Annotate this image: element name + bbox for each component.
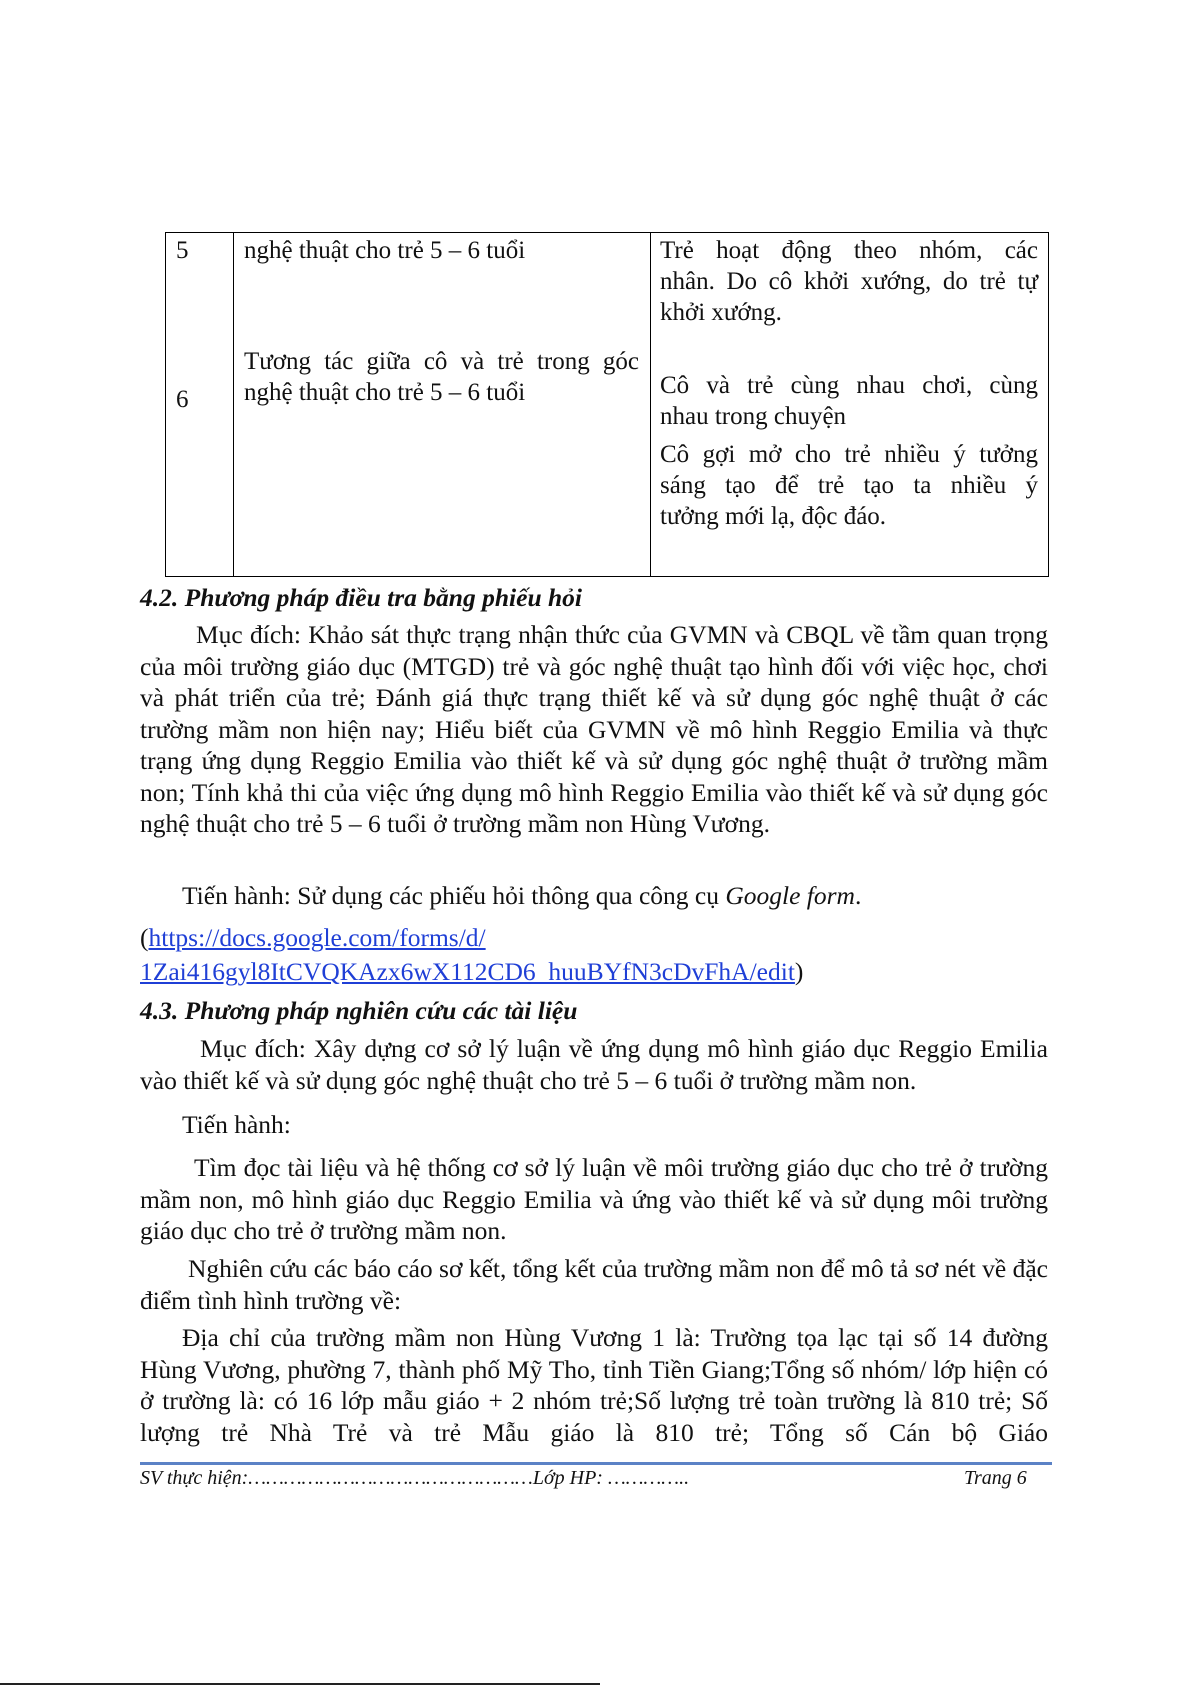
- row-6-desc-line: Cô gợi mở cho trẻ nhiều ý tưởng: [660, 441, 1038, 468]
- row-6-index: 6: [176, 386, 189, 413]
- row-5-index: 5: [176, 237, 189, 264]
- column-divider: [233, 233, 234, 576]
- row-6-desc-line: tưởng mới lạ, độc đáo.: [660, 503, 887, 530]
- row-6-desc-line: Cô và trẻ cùng nhau chơi, cùng: [660, 372, 1038, 399]
- row-5-desc-line: khởi xướng.: [660, 299, 782, 326]
- survey-link-part-2[interactable]: 1Zai416gyl8ItCVQKAzx6wX112CD6_huuBYfN3cDvFhA/edit: [140, 957, 795, 986]
- section-4-3-paragraph-2: Nghiên cứu các báo cáo sơ kết, tổng kết của trường mầm non để mô tả sơ nét về đặc điểm tình hình trường về:: [140, 1254, 1048, 1315]
- row-5-content: nghệ thuật cho trẻ 5 – 6 tuổi: [244, 237, 526, 264]
- methods-table: [165, 232, 1049, 577]
- survey-link-line-2: [140, 956, 1048, 988]
- footer-page-number: Trang 6: [964, 1467, 1027, 1489]
- procedure-period: .: [854, 881, 862, 910]
- link-open-paren: (: [140, 923, 149, 952]
- section-4-3-heading: 4.3. Phương pháp nghiên cứu các tài liệu: [140, 996, 578, 1025]
- row-5-desc-line: nhân. Do cô khởi xướng, do trẻ tự: [660, 268, 1038, 295]
- link-close-paren: ): [794, 957, 804, 986]
- row-6-desc-line: nhau trong chuyện: [660, 403, 847, 430]
- row-6-desc-line: sáng tạo để trẻ tạo ta nhiều ý: [660, 472, 1038, 499]
- footer-student-info: SV thực hiện:…………………………………………Lớp HP: …………..: [140, 1467, 690, 1489]
- survey-link-part-1[interactable]: https://docs.google.com/forms/d/: [148, 923, 486, 952]
- row-6-content-line: Tương tác giữa cô và trẻ trong góc: [244, 348, 639, 375]
- section-4-2-purpose: Mục đích: Khảo sát thực trạng nhận thức của GVMN và CBQL về tầm quan trọng của môi trường giáo dục (MTGD) trẻ và góc nghệ thuật tạo hình đối với việc học, chơi và phát triển của trẻ; Đánh giá thực trạng thiết kế và sử dụng góc nghệ thuật ở các trường mầm non hiện nay; Hiểu biết của GVMN về mô hình Reggio Emilia và thực trạng ứng dụng Reggio Emilia vào thiết kế và sử dụng góc nghệ thuật ở trường mầm non; Tính khả thi của việc ứng dụng mô hình Reggio Emilia vào thiết kế và sử dụng góc nghệ thuật cho trẻ 5 – 6 tuổi ở trường mầm non Hùng Vương.: [140, 620, 1048, 838]
- section-4-3-paragraph-1: Tìm đọc tài liệu và hệ thống cơ sở lý luận về môi trường giáo dục cho trẻ ở trường mầm non, mô hình giáo dục Reggio Emilia và ứng vào thiết kế và sử dụng môi trường giáo dục cho trẻ ở trường mầm non.: [140, 1153, 1048, 1245]
- section-4-3-procedure: Tiến hành:: [182, 1110, 291, 1139]
- section-4-2-procedure: [140, 880, 1048, 912]
- row-6-content-line: nghệ thuật cho trẻ 5 – 6 tuổi: [244, 379, 526, 406]
- google-form-label: Google form: [725, 881, 855, 910]
- section-4-3-paragraph-3: Địa chỉ của trường mầm non Hùng Vương 1 là: Trường tọa lạc tại số 14 đường Hùng Vương, phường 7, thành phố Mỹ Tho, tỉnh Tiền Giang;Tổng số nhóm/ lớp hiện có ở trường là: có 16 lớp mẫu giáo + 2 nhóm trẻ;Số lượng trẻ toàn trường là 810 trẻ; Số lượng trẻ Nhà Trẻ và trẻ Mẫu giáo là 810 trẻ; Tổng số Cán bộ Giáo: [140, 1323, 1048, 1447]
- procedure-text: Tiến hành: Sử dụng các phiếu hỏi thông qua công cụ: [182, 881, 726, 910]
- section-4-2-heading: 4.2. Phương pháp điều tra bằng phiếu hỏi: [140, 583, 583, 612]
- footer-rule: [140, 1462, 1052, 1465]
- section-4-3-purpose: Mục đích: Xây dựng cơ sở lý luận về ứng dụng mô hình giáo dục Reggio Emilia vào thiết kế và sử dụng góc nghệ thuật cho trẻ 5 – 6 tuổi ở trường mầm non.: [140, 1034, 1048, 1095]
- survey-link-line-1: [140, 922, 1048, 954]
- row-5-desc-line: Trẻ hoạt động theo nhóm, các: [660, 237, 1038, 264]
- column-divider: [650, 233, 651, 576]
